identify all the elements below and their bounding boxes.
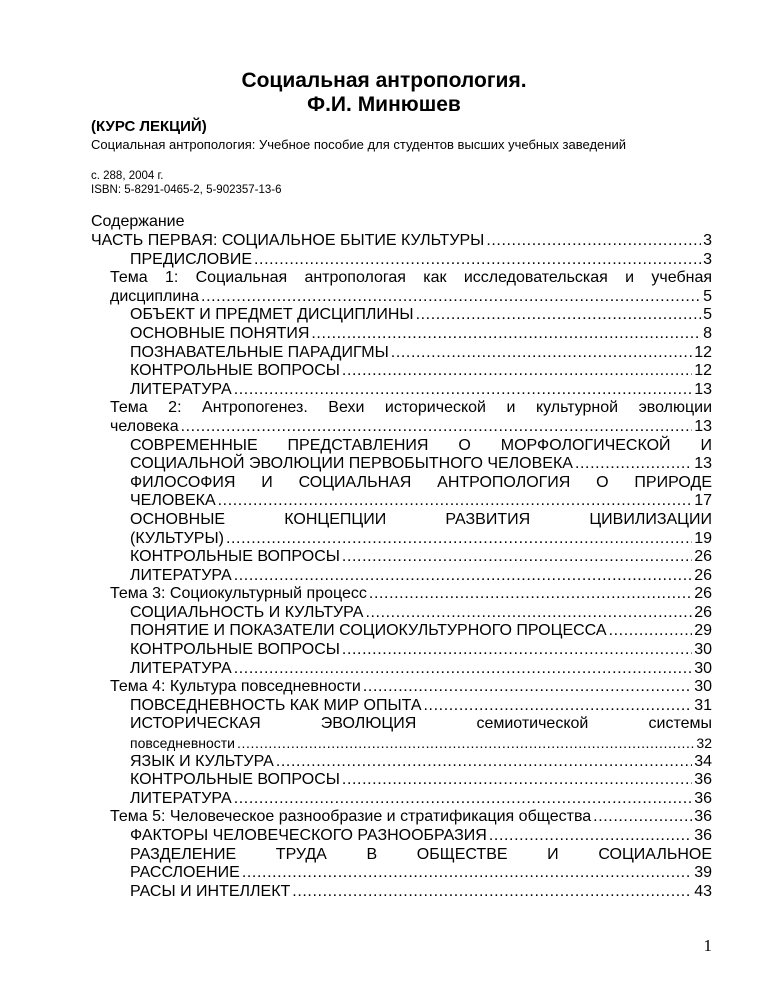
toc-entry[interactable] xyxy=(130,641,712,660)
toc-entry-title: человека xyxy=(110,417,179,435)
toc-entry[interactable] xyxy=(130,827,712,846)
toc-entry-page: 5 xyxy=(703,306,712,324)
toc-entry-title: ЛИТЕРАТУРА xyxy=(130,566,232,584)
toc-entry-page: 13 xyxy=(694,455,712,473)
toc-entry[interactable] xyxy=(110,808,712,827)
toc-leader-dots xyxy=(489,827,692,846)
toc-leader-dots xyxy=(342,641,692,660)
course-label: (КУРС ЛЕКЦИЙ) xyxy=(91,118,207,135)
page-number: 1 xyxy=(703,936,712,955)
toc-entry[interactable] xyxy=(130,660,712,679)
toc-entry-title: ЛИТЕРАТУРА xyxy=(130,380,232,398)
toc-entry-page: 30 xyxy=(694,659,712,677)
toc-entry-title: КОНТРОЛЬНЫЕ ВОПРОСЫ xyxy=(130,548,340,566)
toc-leader-dots xyxy=(363,678,692,697)
toc-entry-page: 30 xyxy=(694,678,712,696)
toc-entry-title: ПРЕДИСЛОВИЕ xyxy=(130,250,252,268)
toc-leader-dots xyxy=(181,418,693,437)
toc-entry-title-first-line: ФИЛОСОФИЯ И СОЦИАЛЬНАЯ АНТРОПОЛОГИЯ О ПРИРОДЕ xyxy=(130,473,712,491)
toc-entry[interactable] xyxy=(110,678,712,697)
toc-entry-page: 36 xyxy=(694,808,712,826)
toc-entry-title: РАСЫ И ИНТЕЛЛЕКТ xyxy=(130,882,291,900)
toc-entry-page: 12 xyxy=(694,343,712,361)
toc-entry-page: 43 xyxy=(694,882,712,900)
toc-leader-dots xyxy=(237,734,694,753)
toc-entry-page: 36 xyxy=(694,827,712,844)
toc-entry-title: ПОНЯТИЕ И ПОКАЗАТЕЛИ СОЦИОКУЛЬТУРНОГО ПРОЦЕССА xyxy=(130,622,607,640)
toc-entry-title: Тема 4: Культура повседневности xyxy=(110,678,361,696)
toc-entry[interactable] xyxy=(130,381,712,400)
toc-entry[interactable] xyxy=(130,697,712,716)
toc-entry-page: 3 xyxy=(703,250,712,268)
toc-entry[interactable] xyxy=(130,362,712,381)
toc-entry-title: ОБЪЕКТ И ПРЕДМЕТ ДИСЦИПЛИНЫ xyxy=(130,306,414,324)
toc-leader-dots xyxy=(609,622,693,641)
toc-entry-page: 12 xyxy=(694,362,712,380)
toc-entry-page: 39 xyxy=(694,864,712,882)
toc-entry-title: ЧАСТЬ ПЕРВАЯ: СОЦИАЛЬНОЕ БЫТИЕ КУЛЬТУРЫ xyxy=(91,232,485,249)
toc-entry-title-first-line: Тема 1: Социальная антропологая как исследовательская и учебная xyxy=(110,269,712,287)
toc-entry-title: дисциплина xyxy=(110,287,200,305)
toc-entry[interactable] xyxy=(130,437,712,474)
toc-entry-title: ПОВСЕДНЕВНОСТЬ КАК МИР ОПЫТА xyxy=(130,696,422,714)
toc-entry-page: 26 xyxy=(694,548,712,566)
toc-entry-title: ФАКТОРЫ ЧЕЛОВЕЧЕСКОГО РАЗНООБРАЗИЯ xyxy=(130,827,487,844)
toc-entry[interactable] xyxy=(130,344,712,363)
table-of-contents xyxy=(0,232,768,901)
toc-entry-page: 26 xyxy=(694,566,712,584)
toc-entry-title: КОНТРОЛЬНЫЕ ВОПРОСЫ xyxy=(130,362,340,380)
toc-entry[interactable] xyxy=(130,846,712,883)
toc-entry-page: 13 xyxy=(694,417,712,435)
toc-entry-page: 17 xyxy=(694,492,712,510)
toc-leader-dots xyxy=(342,548,692,567)
toc-entry-title-first-line: ОСНОВНЫЕ КОНЦЕПЦИИ РАЗВИТИЯ ЦИВИЛИЗАЦИИ xyxy=(130,510,712,528)
toc-leader-dots xyxy=(234,660,693,679)
book-pages-year: с. 288, 2004 г. xyxy=(91,170,164,182)
toc-entry-title: Тема 5: Человеческое разнообразие и стратификация общества xyxy=(110,808,592,826)
toc-entry-title-first-line: СОВРЕМЕННЫЕ ПРЕДСТАВЛЕНИЯ О МОРФОЛОГИЧЕСКОЙ И xyxy=(130,436,712,454)
toc-entry-title-first-line: РАЗДЕЛЕНИЕ ТРУДА В ОБЩЕСТВЕ И СОЦИАЛЬНОЕ xyxy=(130,845,712,863)
toc-leader-dots xyxy=(292,883,692,902)
toc-entry-title: Тема 3: Социокультурный процесс xyxy=(110,585,367,603)
toc-entry-title: ЯЗЫК И КУЛЬТУРА xyxy=(130,752,274,770)
toc-leader-dots xyxy=(424,697,693,716)
toc-entry-page: 32 xyxy=(696,735,712,752)
toc-leader-dots xyxy=(365,604,692,623)
book-isbn: ISBN: 5-8291-0465-2, 5-902357-13-6 xyxy=(91,184,282,196)
toc-entry[interactable] xyxy=(130,325,712,344)
toc-entry[interactable] xyxy=(130,790,712,809)
toc-entry-page: 29 xyxy=(694,622,712,640)
toc-leader-dots xyxy=(201,288,701,307)
toc-entry-title: КОНТРОЛЬНЫЕ ВОПРОСЫ xyxy=(130,641,340,659)
toc-leader-dots xyxy=(342,362,692,381)
toc-entry-page: 26 xyxy=(694,585,712,603)
toc-entry[interactable] xyxy=(130,715,712,752)
toc-entry-page: 26 xyxy=(694,603,712,621)
toc-entry-title: СОЦИАЛЬНОЙ ЭВОЛЮЦИИ ПЕРВОБЫТНОГО ЧЕЛОВЕКА xyxy=(130,455,573,473)
toc-entry-title: КОНТРОЛЬНЫЕ ВОПРОСЫ xyxy=(130,771,340,789)
toc-leader-dots xyxy=(276,753,692,772)
toc-entry[interactable] xyxy=(130,548,712,567)
toc-entry-page: 31 xyxy=(694,696,712,714)
toc-entry-title: ПОЗНАВАТЕЛЬНЫЕ ПАРАДИГМЫ xyxy=(130,343,389,361)
toc-leader-dots xyxy=(342,771,692,790)
toc-leader-dots xyxy=(234,790,693,809)
toc-leader-dots xyxy=(234,381,693,400)
toc-entry[interactable] xyxy=(130,604,712,623)
toc-leader-dots xyxy=(234,567,693,586)
toc-entry-page: 30 xyxy=(694,641,712,659)
toc-entry[interactable] xyxy=(130,251,712,270)
toc-entry[interactable] xyxy=(130,753,712,772)
toc-entry-page: 36 xyxy=(694,771,712,789)
document-author: Ф.И. Минюшев xyxy=(307,93,461,116)
toc-leader-dots xyxy=(416,306,702,325)
toc-entry-title: СОЦИАЛЬНОСТЬ И КУЛЬТУРА xyxy=(130,603,364,621)
toc-entry-title: ОСНОВНЫЕ ПОНЯТИЯ xyxy=(130,324,310,342)
toc-leader-dots xyxy=(226,530,692,549)
toc-entry-page: 13 xyxy=(694,380,712,398)
toc-entry[interactable] xyxy=(91,232,712,251)
toc-leader-dots xyxy=(254,251,701,270)
toc-entry-title: ЧЕЛОВЕКА xyxy=(130,492,216,510)
toc-entry-title: (КУЛЬТУРЫ) xyxy=(130,529,224,547)
toc-leader-dots xyxy=(391,344,692,363)
toc-entry[interactable] xyxy=(130,511,712,548)
toc-leader-dots xyxy=(218,492,693,511)
toc-entry[interactable] xyxy=(130,306,712,325)
toc-entry-title-first-line: Тема 2: Антропогенез. Вехи исторической и культурной эволюции xyxy=(110,399,712,417)
toc-heading: Содержание xyxy=(91,213,185,230)
toc-leader-dots xyxy=(575,455,692,474)
toc-entry[interactable] xyxy=(130,567,712,586)
toc-entry-page: 34 xyxy=(694,752,712,770)
toc-entry[interactable] xyxy=(130,622,712,641)
toc-entry-title: ЛИТЕРАТУРА xyxy=(130,789,232,807)
book-description: Социальная антропология: Учебное пособие для студентов высших учебных заведений xyxy=(91,137,626,152)
toc-leader-dots xyxy=(486,232,701,251)
toc-entry-title: повседневности xyxy=(130,735,235,752)
toc-entry-page: 8 xyxy=(703,324,712,342)
toc-entry-page: 19 xyxy=(694,529,712,547)
toc-entry[interactable] xyxy=(130,474,712,511)
toc-entry-title: РАССЛОЕНИЕ xyxy=(130,864,240,882)
document-title: Социальная антропология. xyxy=(241,69,527,92)
toc-entry-page: 36 xyxy=(694,789,712,807)
toc-entry-page: 5 xyxy=(703,287,712,305)
toc-entry-page: 3 xyxy=(703,232,712,249)
toc-entry-title-first-line: ИСТОРИЧЕСКАЯ ЭВОЛЮЦИЯ семиотической системы xyxy=(130,715,712,733)
toc-entry-title: ЛИТЕРАТУРА xyxy=(130,659,232,677)
toc-leader-dots xyxy=(593,808,692,827)
toc-entry[interactable] xyxy=(110,585,712,604)
toc-entry[interactable] xyxy=(130,771,712,790)
toc-leader-dots xyxy=(369,585,692,604)
toc-entry[interactable] xyxy=(130,883,712,902)
toc-entry[interactable] xyxy=(110,269,712,306)
toc-entry[interactable] xyxy=(110,399,712,436)
toc-leader-dots xyxy=(242,864,692,883)
toc-leader-dots xyxy=(311,325,701,344)
